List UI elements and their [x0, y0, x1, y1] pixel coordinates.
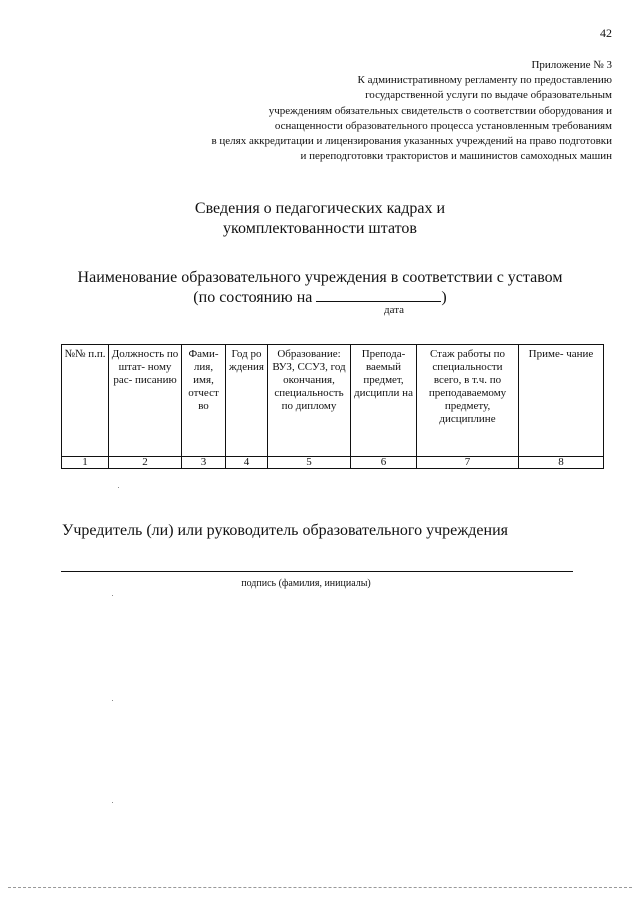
page-number: 42: [600, 26, 612, 40]
column-number: 1: [62, 457, 109, 469]
appendix-line: и переподготовки трактористов и машинистов самоходных машин: [300, 150, 612, 163]
date-prefix: (по состоянию на: [193, 289, 313, 306]
appendix-line: оснащенности образовательного процесса установленным требованиям: [274, 119, 612, 132]
date-suffix: ): [441, 289, 447, 306]
signature-caption: подпись (фамилия, инициалы): [241, 578, 371, 589]
institution-date-line: [0, 287, 640, 307]
staff-table: [61, 344, 604, 469]
title-line: Сведения о педагогических кадрах и: [194, 200, 446, 217]
column-number: 7: [417, 457, 519, 469]
signature-line[interactable]: [61, 571, 573, 572]
column-number: 3: [182, 457, 226, 469]
header-cell: Образование: ВУЗ, ССУЗ, год окончания, специальность по диплому: [268, 345, 351, 457]
table-number-row: [62, 457, 604, 469]
header-cell: Препода- ваемый предмет, дисципли на: [351, 345, 417, 457]
column-number: 6: [351, 457, 417, 469]
title-line: укомплектованности штатов: [223, 220, 417, 237]
document-title: [0, 199, 640, 239]
page-bottom-edge: [8, 887, 632, 888]
scan-speck: [112, 700, 113, 701]
column-number: 2: [109, 457, 182, 469]
column-number: 4: [226, 457, 268, 469]
header-cell: №№ п.п.: [62, 345, 109, 457]
date-caption: дата: [384, 304, 405, 316]
institution-line: Наименование образовательного учреждения в соответствии с уставом: [77, 269, 563, 286]
scan-speck: [112, 802, 113, 803]
appendix-line: Приложение № 3: [531, 59, 612, 71]
scan-speck: [112, 595, 113, 596]
column-number: 8: [519, 457, 604, 469]
header-cell: Фами- лия, имя, отчест во: [182, 345, 226, 457]
appendix-line: в целях аккредитации и лицензирования указанных учреждений на право подготовки: [211, 135, 612, 148]
appendix-header: [152, 58, 612, 164]
header-cell: Приме- чание: [519, 345, 604, 457]
header-cell: Должность по штат- ному рас- писанию: [109, 345, 182, 457]
date-blank-field[interactable]: [316, 287, 441, 302]
institution-heading: [0, 268, 640, 307]
scan-speck: [118, 487, 119, 488]
appendix-line: учреждениям обязательных свидетельств о соответствии оборудования и: [268, 104, 612, 117]
appendix-line: государственной услуги по выдаче образовательным: [365, 89, 612, 102]
header-cell: Стаж работы по специальности всего, в т.ч. по преподаваемому предмету, дисциплине: [417, 345, 519, 457]
table-header-row: [62, 345, 604, 457]
header-cell: Год ро ждения: [226, 345, 268, 457]
column-number: 5: [268, 457, 351, 469]
appendix-line: К административному регламенту по предоставлению: [357, 74, 612, 87]
founder-label: Учредитель (ли) или руководитель образовательного учреждения: [62, 522, 508, 539]
